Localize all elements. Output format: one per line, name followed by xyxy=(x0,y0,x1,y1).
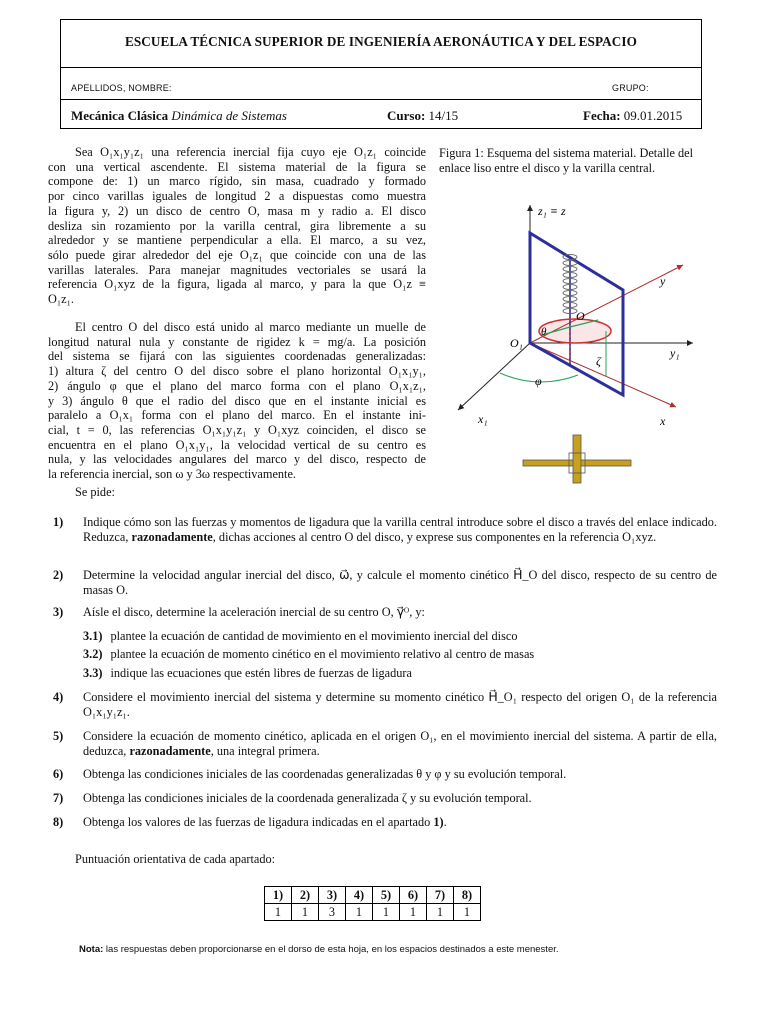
question-text-part: Determine la velocidad angular inercial del disco, ω⃗, y calcule el momento cinético H⃗_O del disco, respecto de su centro de masas O. xyxy=(83,568,717,597)
nota xyxy=(79,944,559,955)
question-item xyxy=(53,815,717,830)
question-text xyxy=(83,791,717,806)
paragraph-line: O₁z₁. xyxy=(48,292,74,307)
score-header-cell: 1) xyxy=(265,887,292,904)
question-text xyxy=(83,729,717,758)
paragraph-line: Sea O₁x₁y₁z₁ una referencia inercial fija cuyo eje O₁z₁ coincide xyxy=(75,145,426,159)
question-item xyxy=(53,605,717,620)
paragraph-line: con una vertical ascendente. El sistema material de la figura se xyxy=(48,159,426,174)
phi-label: φ xyxy=(535,374,542,388)
x1-axis-label: x₁ xyxy=(478,412,488,426)
question-text-part: , una integral primera. xyxy=(210,743,320,758)
subquestion-text: plantee la ecuación de momento cinético en el movimiento relativo al centro de masas xyxy=(110,647,535,661)
question-text xyxy=(83,568,717,597)
question-number: 3) xyxy=(53,605,64,619)
paragraph-line: longitud natural nula y constante de rigidez k = mg/a. La posición xyxy=(48,334,426,349)
question-item xyxy=(53,791,717,806)
question-item xyxy=(53,515,717,544)
question-number: 8) xyxy=(53,815,64,829)
paragraph-line: 2) ángulo φ que el plano del marco forma con el plano O₁x₁z₁, xyxy=(48,378,426,393)
y-axis-label: y xyxy=(660,274,666,288)
O1-label: O₁ xyxy=(510,336,523,350)
paragraph-line: la figura y, 2) un disco de centro O, masa m y radio a. El disco xyxy=(48,203,426,218)
paragraph-line: por cinco varillas iguales de longitud 2 a dispuestas como muestra xyxy=(48,189,426,204)
x-axis xyxy=(530,343,676,407)
header-divider xyxy=(61,67,701,68)
intro-paragraph-1 xyxy=(48,145,426,307)
curso xyxy=(387,108,458,124)
subquestion-item xyxy=(83,666,412,681)
nota-label: Nota: xyxy=(79,944,104,955)
question-text-part: Obtenga los valores de las fuerzas de ligadura indicadas en el apartado xyxy=(83,815,434,829)
score-value-cell: 3 xyxy=(319,904,346,921)
question-text-part: Indique cómo son las fuerzas y momentos de ligadura que la varilla central introduce sobre el disco a través del enlace indicado. Reduzca, xyxy=(83,515,717,544)
score-table xyxy=(264,886,481,921)
paragraph-line: El centro O del disco está unido al marco mediante un muelle de xyxy=(75,320,426,334)
paragraph-line: la referencia inercial, son ω y 3ω respectivamente. xyxy=(48,467,297,482)
paragraph-line: alrededor y se mantiene perpendicular a ella. El marco, a su vez, xyxy=(48,233,426,248)
question-text-part: Considere el movimiento inercial del sistema y determine su momento cinético H⃗_O₁ respecto del origen O₁ de la referencia O₁x₁y₁z₁. xyxy=(83,690,717,719)
question-item xyxy=(53,568,717,597)
question-bold-part: 1) xyxy=(433,815,444,829)
paragraph-line: referencia O₁xyz de la figura, ligada al marco, y para la que O₁z ≡ xyxy=(48,277,426,292)
question-bold-part: razonadamente xyxy=(131,529,213,544)
subquestion-number: 3.3) xyxy=(83,666,103,680)
score-header-cell: 2) xyxy=(292,887,319,904)
paragraph-line: paralelo a O₁x₁ forma con el plano del marco. En el instante ini- xyxy=(48,408,426,423)
nota-text: las respuestas deben proporcionarse en el dorso de esta hoja, en los espacios destinados a este menester. xyxy=(103,944,559,955)
question-text-part: Obtenga las condiciones iniciales de las coordenadas generalizadas θ y φ y su evolución temporal. xyxy=(83,767,567,781)
fecha-value: 09.01.2015 xyxy=(623,108,683,123)
paragraph-line: 1) altura ζ del centro O del disco sobre el plano horizontal O₁x₁y₁, xyxy=(48,364,426,379)
header-divider xyxy=(61,99,701,100)
question-number: 5) xyxy=(53,729,64,743)
question-text-part: Aísle el disco, determine la aceleración inercial de su centro O, γ⃗ᴼ, y: xyxy=(83,605,425,619)
paragraph-line: del sistema se fijará con las siguientes coordenadas generalizadas: xyxy=(48,349,426,364)
x-axis-label: x xyxy=(660,414,666,428)
paragraph-line: cial, t = 0, las referencias O₁x₁y₁z₁ y O₁xyz coinciden, el disco se xyxy=(48,422,426,437)
question-text-part: Considere la ecuación de momento cinético, aplicada en el origen O₁, en el movimiento inercial del sistema. A partir de ella, deduzca, xyxy=(83,729,717,758)
subquestion-number: 3.1) xyxy=(83,629,103,643)
x1-axis xyxy=(458,343,530,410)
score-header-cell: 6) xyxy=(400,887,427,904)
figure-caption: Figura 1: Esquema del sistema material. Detalle del enlace liso entre el disco y la varilla central. xyxy=(439,146,694,175)
score-header-cell: 4) xyxy=(346,887,373,904)
question-number: 6) xyxy=(53,767,64,781)
se-pide: Se pide: xyxy=(75,485,115,499)
score-title: Puntuación orientativa de cada apartado: xyxy=(75,852,276,866)
paragraph-line: sólo puede girar alrededor del eje O₁z₁ que coincide con una de las xyxy=(48,247,426,262)
exam-header xyxy=(60,19,702,129)
score-value-cell: 1 xyxy=(427,904,454,921)
fecha-label: Fecha: xyxy=(583,108,621,123)
paragraph-line: encuentra en el plano O₁x₁y₁, la velocidad vertical de su centro es xyxy=(48,437,426,452)
question-item xyxy=(53,767,717,782)
z-axis-label: z₁ ≡ z xyxy=(538,204,566,218)
disc xyxy=(539,319,611,343)
question-bold-part: razonadamente xyxy=(129,743,211,758)
subquestion-item xyxy=(83,629,518,644)
question-number: 1) xyxy=(53,515,64,529)
O-label: O xyxy=(576,309,585,323)
course-italic: Dinámica de Sistemas xyxy=(171,108,287,123)
fecha xyxy=(583,108,682,124)
score-value-cell: 1 xyxy=(373,904,400,921)
theta-label: θ xyxy=(541,326,547,338)
question-text xyxy=(83,815,717,830)
school-name: ESCUELA TÉCNICA SUPERIOR DE INGENIERÍA AERONÁUTICA Y DEL ESPACIO xyxy=(124,34,638,49)
course-name xyxy=(71,108,287,124)
course-bold: Mecánica Clásica xyxy=(71,108,169,123)
question-text-part: Obtenga las condiciones iniciales de la coordenada generalizada ζ y su evolución temporal. xyxy=(83,791,532,805)
subquestion-number: 3.2) xyxy=(83,647,103,661)
score-value-cell: 1 xyxy=(400,904,427,921)
question-number: 2) xyxy=(53,568,64,582)
disc-rod-detail xyxy=(523,435,631,483)
y1-axis-label: y₁ xyxy=(670,346,680,360)
curso-value: 14/15 xyxy=(428,108,459,123)
question-item xyxy=(53,690,717,719)
question-number: 7) xyxy=(53,791,64,805)
question-text-part: , dichas acciones al centro O del disco, y exprese sus componentes en la referencia O₁xyz. xyxy=(212,529,657,544)
intro-paragraph-2 xyxy=(48,320,426,482)
score-value-cell: 1 xyxy=(292,904,319,921)
question-text xyxy=(83,605,717,620)
paragraph-line: desliza sin rozamiento por la varilla central, gira libremente a su xyxy=(48,218,426,233)
group-label: GRUPO: xyxy=(612,83,649,93)
subquestion-text: plantee la ecuación de cantidad de movimiento en el movimiento inercial del disco xyxy=(110,629,518,643)
name-label: APELLIDOS, NOMBRE: xyxy=(71,83,172,93)
paragraph-line: compone de: 1) un marco rígido, sin masa, cuadrado y formado xyxy=(48,174,426,189)
curso-label: Curso: xyxy=(387,108,426,123)
score-header-cell: 8) xyxy=(454,887,481,904)
score-value-cell: 1 xyxy=(265,904,292,921)
score-header-cell: 7) xyxy=(427,887,454,904)
zeta-label: ζ xyxy=(596,354,601,368)
paragraph-line: nula, y las velocidades angulares del marco y del disco, respecto de xyxy=(48,452,426,467)
question-text xyxy=(83,515,717,544)
question-item xyxy=(53,729,717,758)
score-value-cell: 1 xyxy=(454,904,481,921)
subquestion-item xyxy=(83,647,534,662)
question-text xyxy=(83,767,717,782)
score-value-cell: 1 xyxy=(346,904,373,921)
system-figure xyxy=(438,185,718,485)
question-number: 4) xyxy=(53,690,64,704)
subquestion-text: indique las ecuaciones que estén libres de fuerzas de ligadura xyxy=(110,666,412,680)
score-header-cell: 5) xyxy=(373,887,400,904)
paragraph-line: y 3) ángulo θ que el radio del disco que en el instante inicial es xyxy=(48,393,426,408)
paragraph-line: varillas laterales. Para manejar magnitudes vectoriales se usará la xyxy=(48,262,426,277)
question-text-part: . xyxy=(443,815,447,829)
question-text xyxy=(83,690,717,719)
score-header-cell: 3) xyxy=(319,887,346,904)
